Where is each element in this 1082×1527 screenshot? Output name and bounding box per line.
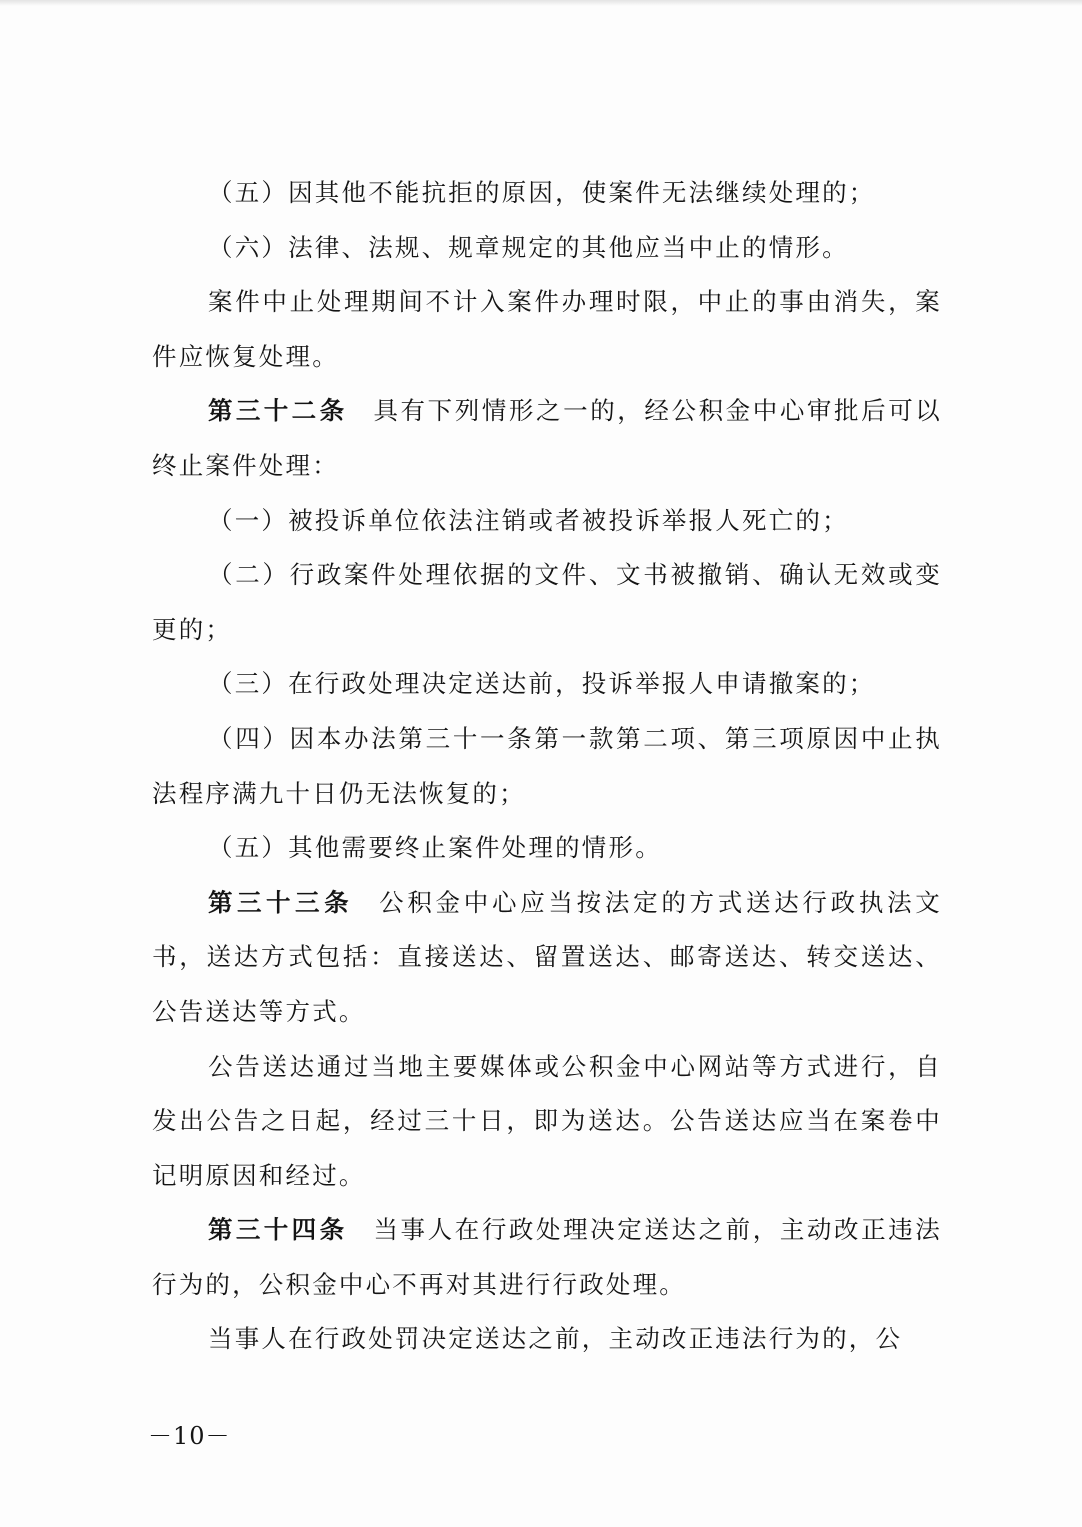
- paragraph: [152, 548, 942, 657]
- paragraph-text: 具有下列情形之一的，经公积金中心审批后可以终止案件处理：: [152, 396, 943, 480]
- body-text: [152, 166, 942, 1367]
- paragraph-text: 公告送达通过当地主要媒体或公积金中心网站等方式进行，自发出公告之日起，经过三十日，即为送达。公告送达应当在案卷中记明原因和经过。: [152, 1051, 942, 1190]
- scan-edge: [0, 0, 1082, 6]
- paragraph-text: 公积金中心应当按法定的方式送达行政执法文书，送达方式包括：直接送达、留置送达、邮寄送达、转交送达、公告送达等方式。: [152, 887, 943, 1026]
- paragraph: [152, 275, 942, 384]
- paragraph-text: （一）被投诉单位依法注销或者被投诉举报人死亡的；: [208, 505, 849, 535]
- paragraph-text: 案件中止处理期间不计入案件办理时限，中止的事由消失，案件应恢复处理。: [152, 287, 942, 371]
- article-paragraph: [152, 384, 942, 493]
- paragraph: [152, 821, 942, 876]
- paragraph: [152, 712, 942, 821]
- article-label: 第三十四条: [208, 1215, 348, 1245]
- paragraph-text: （四）因本办法第三十一条第一款第二项、第三项原因中止执法程序满九十日仍无法恢复的；: [152, 723, 942, 808]
- article-paragraph: [152, 1203, 942, 1312]
- paragraph: [152, 657, 942, 712]
- paragraph-text: （五）因其他不能抗拒的原因，使案件无法继续处理的；: [208, 178, 876, 207]
- article-paragraph: [152, 876, 942, 1040]
- paragraph: [152, 221, 942, 276]
- page-number: －10－: [148, 1422, 231, 1450]
- paragraph-text: 当事人在行政处罚决定送达之前，主动改正违法行为的，公: [208, 1324, 903, 1354]
- paragraph: [152, 494, 942, 549]
- paragraph: [152, 1312, 942, 1367]
- paragraph-text: （六）法律、法规、规章规定的其他应当中止的情形。: [208, 232, 849, 262]
- article-label: 第三十三条: [208, 887, 354, 917]
- paragraph: [152, 1040, 942, 1204]
- paragraph-text: 当事人在行政处理决定送达之前，主动改正违法行为的，公积金中心不再对其进行行政处理。: [152, 1215, 943, 1299]
- paragraph-text: （五）其他需要终止案件处理的情形。: [208, 833, 662, 863]
- paragraph-text: （二）行政案件处理依据的文件、文书被撤销、确认无效或变更的；: [152, 560, 942, 644]
- paragraph-text: （三）在行政处理决定送达前，投诉举报人申请撤案的；: [208, 669, 876, 699]
- paragraph: [152, 166, 942, 221]
- article-label: 第三十二条: [208, 396, 348, 426]
